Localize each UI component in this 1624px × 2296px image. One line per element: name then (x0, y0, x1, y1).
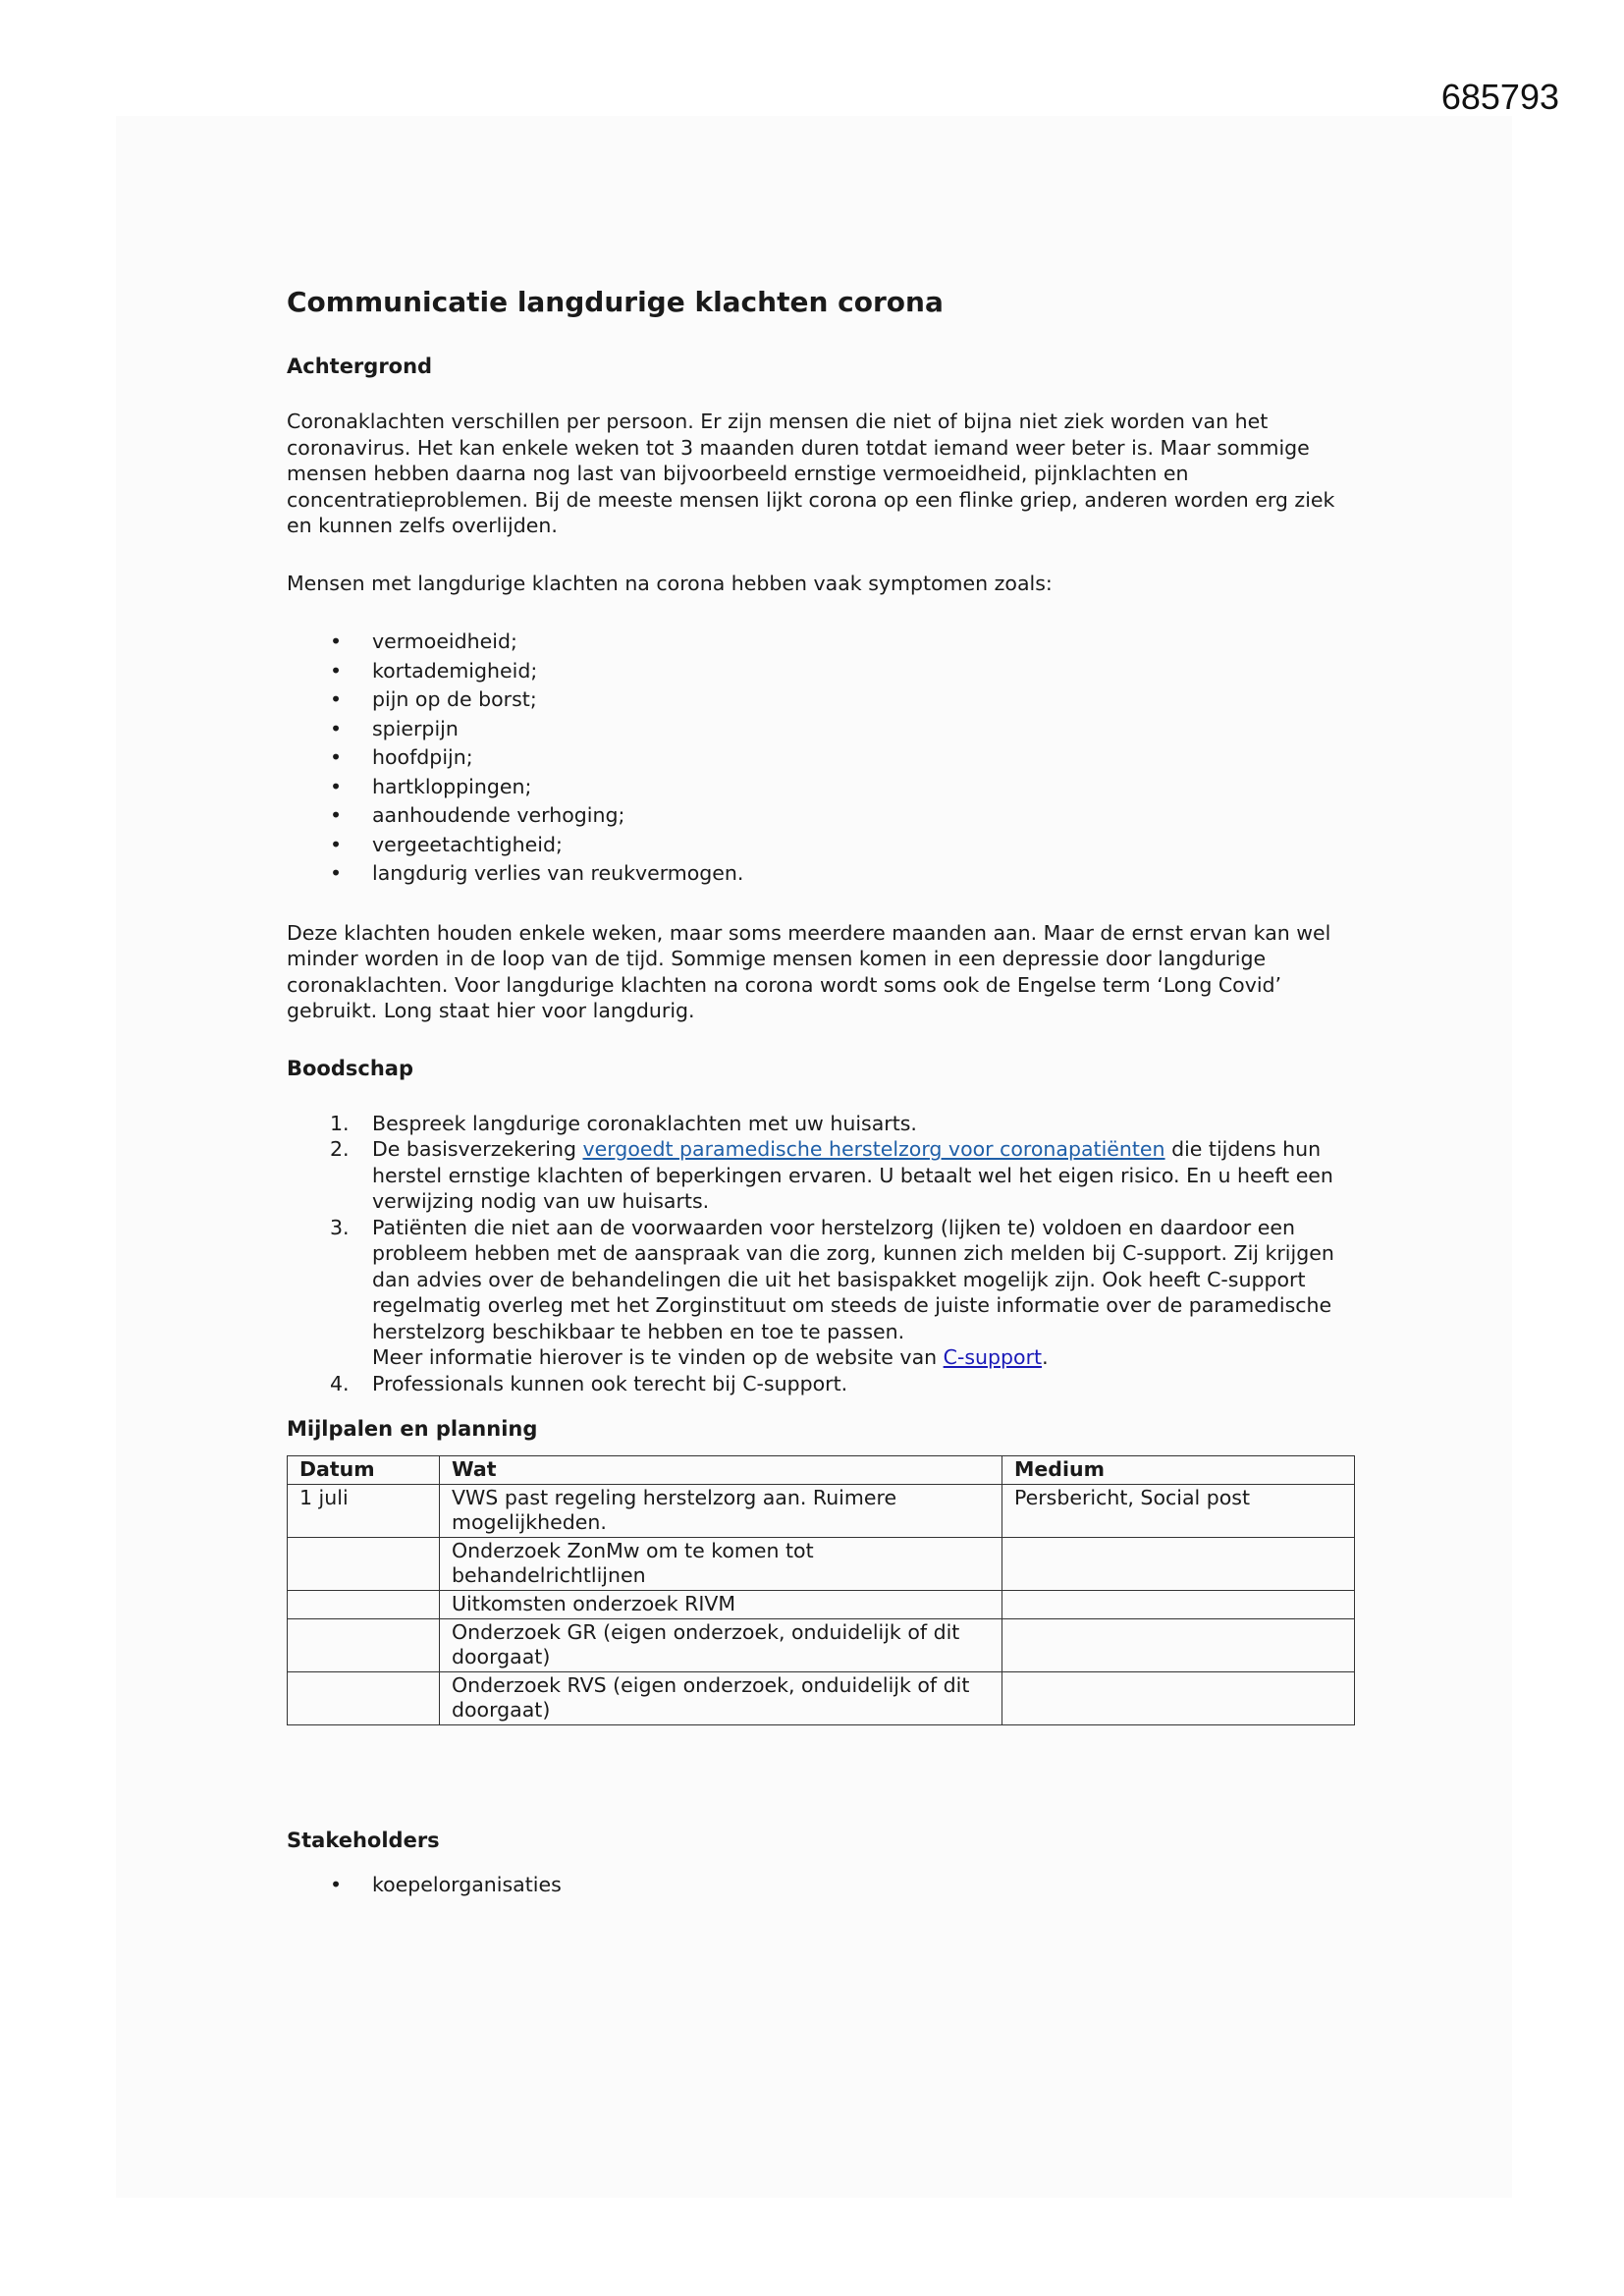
cell-datum: 1 juli (288, 1485, 440, 1538)
cell-medium (1002, 1538, 1355, 1591)
cell-wat: Onderzoek RVS (eigen onderzoek, onduidelijk of dit doorgaat) (440, 1672, 1002, 1725)
cell-datum (288, 1619, 440, 1672)
paragraph-duration: Deze klachten houden enkele weken, maar soms meerdere maanden aan. Maar de ernst ervan kan wel minder worden in de loop van de tijd. Sommige mensen komen in een depressie door langdurige coronaklachten. Voor langdurige klachten na corona wordt soms ook de Engelse term ‘Long Covid’ gebruikt. Long staat hier voor langdurig. (287, 920, 1331, 1022)
cell-datum (288, 1591, 440, 1619)
herstelzorg-link[interactable]: vergoedt paramedische herstelzorg voor coronapatiënten (582, 1137, 1165, 1161)
item-number: 4. (330, 1371, 350, 1395)
item-number: 2. (330, 1137, 350, 1161)
heading-boodschap: Boodschap (287, 1056, 413, 1080)
item-text: Professionals kunnen ook terecht bij C-support. (372, 1371, 848, 1395)
cell-medium (1002, 1591, 1355, 1619)
document-body (287, 285, 1357, 1932)
table-row (288, 1619, 1355, 1672)
paragraph-symptoms-intro: Mensen met langdurige klachten na corona hebben vaak symptomen zoals: (287, 571, 1053, 595)
table-row (288, 1591, 1355, 1619)
c-support-link[interactable]: C-support (943, 1345, 1043, 1369)
item-text: Bespreek langdurige coronaklachten met uw huisarts. (372, 1111, 917, 1135)
planning-table (287, 1455, 1355, 1725)
cell-datum (288, 1672, 440, 1725)
table-row (288, 1672, 1355, 1725)
cell-wat: Uitkomsten onderzoek RIVM (440, 1591, 1002, 1619)
list-item (287, 1371, 1357, 1397)
column-header-medium: Medium (1002, 1456, 1355, 1485)
item-number: 1. (330, 1111, 350, 1135)
list-item: • spierpijn (287, 715, 1357, 744)
item-text-after: die tijdens hun herstel ernstige klachten of beperkingen ervaren. U betaalt wel het eigen risico. En u heeft een verwijzing nodig van uw huisarts. (372, 1137, 1333, 1213)
column-header-wat: Wat (440, 1456, 1002, 1485)
list-item: • koepelorganisaties (287, 1871, 1357, 1900)
cell-medium (1002, 1619, 1355, 1672)
cell-wat: Onderzoek GR (eigen onderzoek, onduidelijk of dit doorgaat) (440, 1619, 1002, 1672)
cell-datum (288, 1538, 440, 1591)
cell-medium: Persbericht, Social post (1002, 1485, 1355, 1538)
column-header-datum: Datum (288, 1456, 440, 1485)
list-item: • aanhoudende verhoging; (287, 801, 1357, 831)
heading-achtergrond: Achtergrond (287, 355, 433, 378)
item-text: Patiënten die niet aan de voorwaarden voor herstelzorg (lijken te) voldoen en daardoor een probleem hebben met de aanspraak van die zorg, kunnen zich melden bij C-support. Zij krijgen dan advies over de behandelingen die uit het basispakket mogelijk zijn. Ook heeft C-support regelmatig overleg met het Zorginstituut om steeds de juiste informatie over de paramedische herstelzorg beschikbaar te hebben en toe te passen. (372, 1215, 1334, 1343)
message-list (287, 1111, 1357, 1397)
list-item: • hoofdpijn; (287, 743, 1357, 773)
cell-medium (1002, 1672, 1355, 1725)
cell-wat: Onderzoek ZonMw om te komen tot behandelrichtlijnen (440, 1538, 1002, 1591)
list-item: • pijn op de borst; (287, 685, 1357, 715)
list-item: • vermoeidheid; (287, 628, 1357, 657)
symptom-list (287, 628, 1357, 889)
heading-mijlpalen: Mijlpalen en planning (287, 1417, 538, 1441)
item-text-before: De basisverzekering (372, 1137, 583, 1161)
table-row (288, 1485, 1355, 1538)
table-row (288, 1538, 1355, 1591)
document-title: Communicatie langdurige klachten corona (287, 286, 944, 318)
list-item (287, 1111, 1357, 1137)
list-item: • langdurig verlies van reukvermogen. (287, 859, 1357, 889)
item-text-before: Meer informatie hierover is te vinden op de website van (372, 1345, 944, 1369)
heading-stakeholders: Stakeholders (287, 1829, 440, 1852)
list-item: • kortademigheid; (287, 657, 1357, 686)
paragraph-intro: Coronaklachten verschillen per persoon. Er zijn mensen die niet of bijna niet ziek worden van het coronavirus. Het kan enkele weken tot 3 maanden duren totdat iemand weer beter is. Maar sommige mensen hebben daarna nog last van bijvoorbeeld ernstige vermoeidheid, pijnklachten en concentratieproblemen. Bij de meeste mensen lijkt corona op een flinke griep, anderen worden erg ziek en kunnen zelfs overlijden. (287, 410, 1335, 537)
list-item (287, 1136, 1357, 1215)
item-text-after: . (1042, 1345, 1049, 1369)
table-header-row (288, 1456, 1355, 1485)
list-item: • vergeetachtigheid; (287, 831, 1357, 860)
document-id: 685793 (1440, 77, 1559, 117)
cell-wat: VWS past regeling herstelzorg aan. Ruimere mogelijkheden. (440, 1485, 1002, 1538)
stakeholder-list (287, 1871, 1357, 1900)
list-item (287, 1215, 1357, 1371)
list-item: • hartkloppingen; (287, 773, 1357, 802)
item-number: 3. (330, 1215, 350, 1239)
